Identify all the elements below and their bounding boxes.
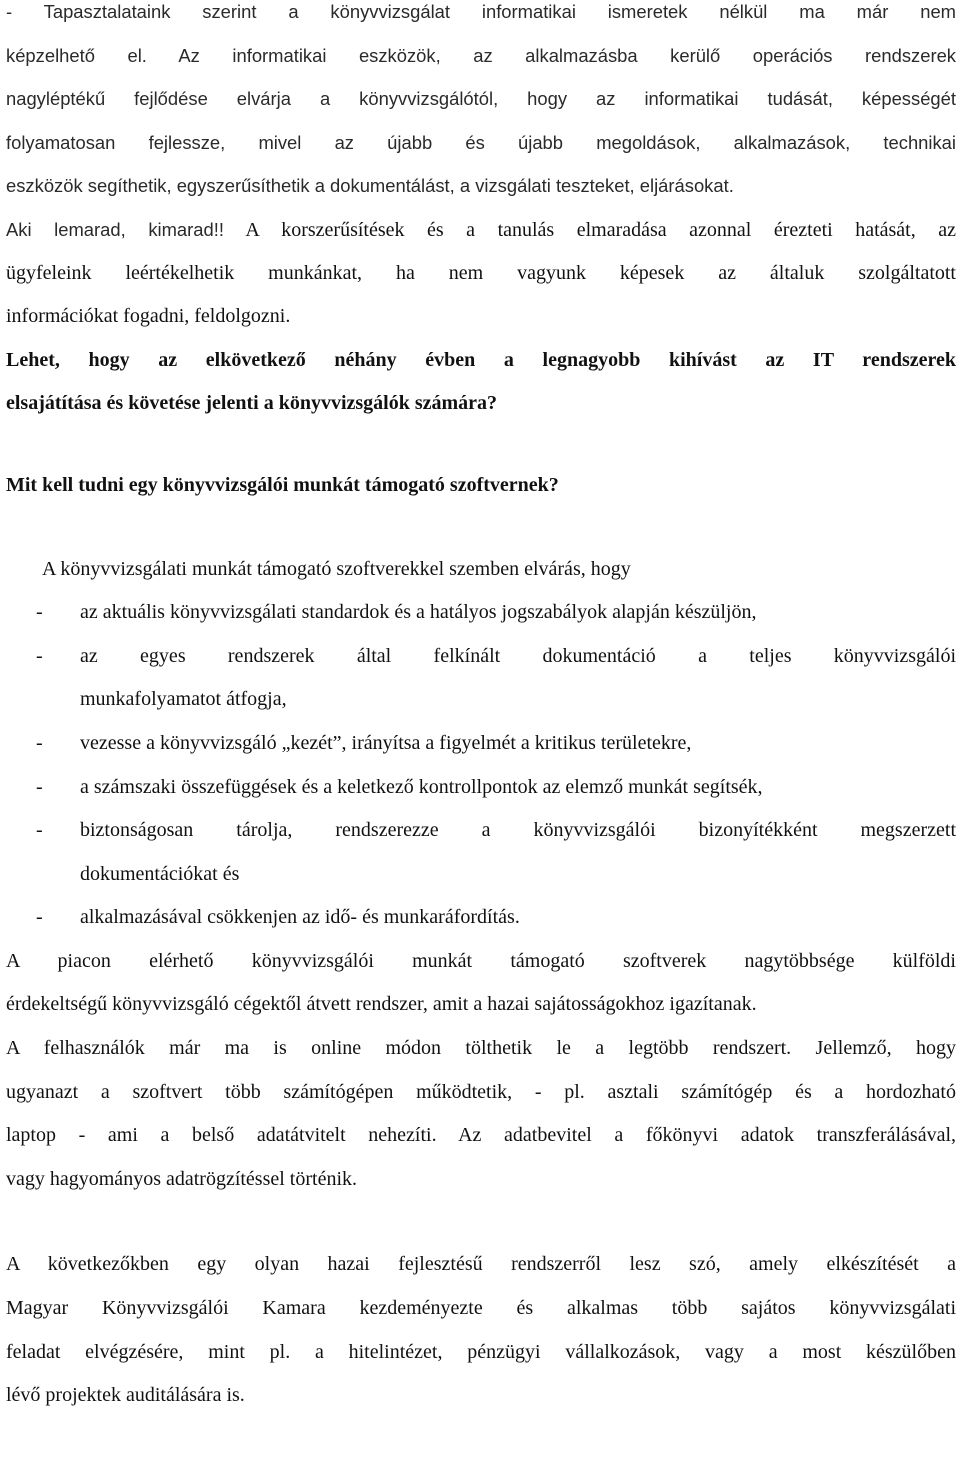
expectations-section — [6, 548, 956, 940]
list-item-text: biztonságosan tárolja, rendszerezze a könyvvizsgálói bizonyítékként megszerzett — [80, 819, 956, 842]
list-dash: - — [36, 601, 43, 624]
list-item-text: vezesse a könyvvizsgáló „kezét”, irányítsa a figyelmét a kritikus területekre, — [80, 731, 692, 754]
intro-serif-continuation: A korszerűsítések és a tanulás elmaradása azonnal érezteti hatását, az — [223, 218, 956, 241]
list-dash: - — [36, 731, 43, 754]
market-line: vagy hagyományos adatrögzítéssel történik. — [6, 1167, 358, 1190]
market-line: laptop - ami a belső adatátvitelt nehezíti. Az adatbevitel a főkönyvi adatok transzferálásával, — [6, 1124, 956, 1147]
closing-line: A következőkben egy olyan hazai fejlesztésű rendszerről lesz szó, amely elkészítését a — [6, 1253, 956, 1276]
intro-line: - Tapasztalataink szerint a könyvvizsgálat informatikai ismeretek nélkül ma már nem — [6, 1, 956, 22]
intro-paragraph — [6, 0, 956, 252]
intro-line: eszközök segíthetik, egyszerűsíthetik a dokumentálást, a vizsgálati teszteket, eljárásokat. — [6, 175, 734, 197]
list-item-text: alkalmazásával csökkenjen az idő- és munkaráfordítás. — [80, 906, 520, 929]
list-dash: - — [36, 775, 43, 798]
spacer — [6, 1201, 956, 1243]
list-item — [6, 591, 956, 635]
list-dash: - — [36, 644, 43, 667]
intro-line: ügyfeleink leértékelhetik munkánkat, ha nem vagyunk képesek az általuk szolgáltatott — [6, 261, 956, 284]
expectations-lead: A könyvvizsgálati munkát támogató szoftverekkel szemben elvárás, hogy — [42, 557, 631, 580]
list-dash: - — [36, 819, 43, 842]
intro-serif-lines — [6, 252, 956, 339]
closing-line: Magyar Könyvvizsgálói Kamara kezdeményezte és alkalmas több sajátos könyvvizsgálati — [6, 1297, 956, 1320]
intro-exclamation: Aki lemarad, kimarad!! — [6, 218, 224, 240]
document-page — [6, 0, 956, 1418]
section-heading: Mit kell tudni egy könyvvizsgálói munkát támogató szoftvernek? — [6, 473, 559, 496]
intro-line: képzelhető el. Az informatikai eszközök, az alkalmazásba kerülő operációs rendszerek — [6, 44, 956, 66]
intro-line: információkat fogadni, feldolgozni. — [6, 305, 291, 328]
spacer — [6, 508, 956, 548]
question-line: elsajátítása és követése jelenti a könyvvizsgálók számára? — [6, 392, 498, 415]
list-dash: - — [36, 906, 43, 929]
list-item — [6, 722, 956, 766]
intro-line: nagyléptékű fejlődése elvárja a könyvvizsgálótól, hogy az informatikai tudását, képességét — [6, 88, 956, 110]
closing-line: feladat elvégzésére, mint pl. a hitelintézet, pénzügyi vállalkozások, vagy a most készülőben — [6, 1340, 956, 1363]
closing-paragraph — [6, 1243, 956, 1417]
list-item-continuation: munkafolyamatot átfogja, — [80, 688, 287, 711]
intro-line: folyamatosan fejlessze, mivel az újabb és újabb megoldások, alkalmazások, technikai — [6, 131, 956, 153]
question-line: Lehet, hogy az elkövetkező néhány évben a legnagyobb kihívást az IT rendszerek — [6, 348, 956, 371]
market-line: ugyanazt a szoftvert több számítógépen működtetik, - pl. asztali számítógép és a hordozható — [6, 1080, 956, 1103]
market-line: A piacon elérhető könyvvizsgálói munkát támogató szoftverek nagytöbbsége külföldi — [6, 949, 956, 972]
list-item-text: az aktuális könyvvizsgálati standardok és a hatályos jogszabályok alapján készüljön, — [80, 601, 757, 624]
list-item-text: a számszaki összefüggések és a keletkező kontrollpontok az elemző munkát segítsék, — [80, 775, 763, 798]
list-item — [6, 635, 956, 679]
question-paragraph — [6, 339, 956, 426]
closing-line: lévő projektek auditálására is. — [6, 1384, 245, 1407]
list-item — [6, 896, 956, 940]
intro-line-mixed — [6, 208, 956, 252]
market-paragraph — [6, 940, 956, 1202]
list-item — [6, 809, 956, 853]
market-line: érdekeltségű könyvvizsgáló cégektől átvett rendszer, amit a hazai sajátosságokhoz igazítanak. — [6, 993, 757, 1016]
list-item-text: az egyes rendszerek által felkínált dokumentáció a teljes könyvvizsgálói — [80, 644, 956, 667]
list-item — [6, 766, 956, 810]
spacer — [6, 426, 956, 464]
list-item-continuation: dokumentációkat és — [80, 862, 240, 885]
market-line: A felhasználók már ma is online módon tölthetik le a legtöbb rendszert. Jellemző, hogy — [6, 1037, 956, 1060]
